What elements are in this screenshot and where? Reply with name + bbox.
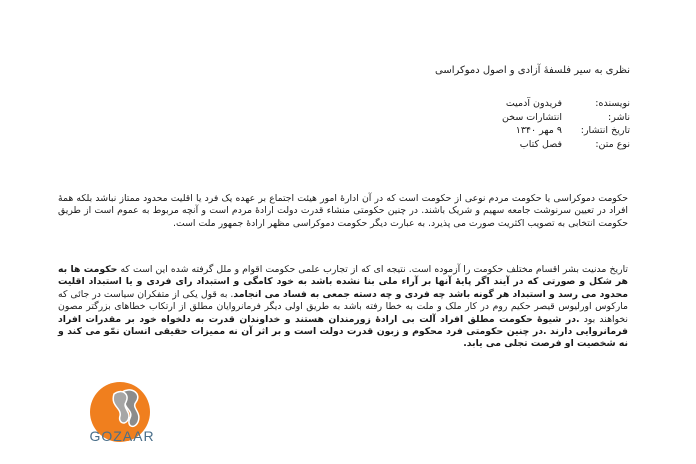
meta-author-label: نویسنده: — [595, 98, 630, 109]
meta-type-value: فصل کتاب — [519, 138, 562, 150]
meta-author-row — [370, 97, 630, 111]
document-title: نظری به سیر فلسفهٔ آزادی و اصول دموکراسی — [434, 65, 630, 76]
meta-date-row — [370, 124, 630, 138]
meta-publisher-row — [370, 111, 630, 125]
meta-publisher-label: ناشر: — [608, 111, 630, 123]
paragraph-democracy-definition: حکومت دموکراسی یا حکومت مردم نوعی از حکومت است که در آن ادارهٔ امور هیئت اجتماع بر عهده یک فرد یا اقلیت محدود ممتاز نباشد بلکه همهٔ افراد در تعیین سرنوشت جامعه سهیم و شریک باشند. در چنین حکومتی منشاء قدرت دولت ارادهٔ مردم است و آنچه مربوط به عموم است از طریق حکومت انتخابی به تصویب اکثریت صورت می پذیرد. به عبارت دیگر حکومت دموکراسی مظهر ارادهٔ جمهور ملت است. — [58, 193, 628, 229]
meta-date-value: ۹ مهر ۱۳۴۰ — [515, 125, 562, 136]
paragraph2-bold-a: حکومت ها به هر شکل و صورتی که در آیند اگر پایهٔ آنها بر آراء ملی بنا نشده باشد به خود کامگی و استبداد رای فردی و یا استبداد اقلیت محدود می رسد و استبداد هر گونه باشد چه فردی و چه دسته جمعی به فساد می انجامد — [58, 264, 629, 300]
paragraph-history-of-governments — [58, 264, 628, 351]
meta-type-row — [370, 138, 630, 152]
paragraph2-text-a: تاریخ مدنیت بشر اقسام مختلف حکومت را آزموده است. نتیجه ای که از تجارب علمی حکومت اقوام و ملل گرفته شده این است که — [117, 264, 628, 275]
gozaar-logo-text: GOZAAR — [89, 428, 155, 444]
paragraph2-bold-b: .در شیوهٔ حکومت مطلق افراد آلت بی ارادهٔ زورمندان هستند و خداوندان قدرت به دلخواه خود بر مقدرات افراد فرمانروایی دارند .در چنین حکومتی فرد محکوم و زبون قدرت دولت است و بر اثر آن نه ممیزات حقیقی انسان نمّو می کند و نه شخصیت او فرصت تجلی می یابد. — [58, 313, 628, 350]
meta-type-label: نوع متن: — [595, 138, 630, 150]
meta-date-label: تاریخ انتشار: — [580, 125, 630, 136]
meta-publisher-value: انتشارات سخن — [501, 111, 562, 123]
paragraph2-text-b: . به قول یکی از متفکران سیاست در جائی که مارکوس اورلیوس قیصر حکیم روم در کار ملک و ملت به خطا رفته باشد به طریق اولی دیگر فرمانروایان مطلق از ارتکاب خطاهای بزرگتر مصون نخواهند بود — [58, 288, 628, 325]
meta-author-value: فریدون آدمیت — [505, 98, 562, 109]
document-metadata — [370, 97, 630, 151]
